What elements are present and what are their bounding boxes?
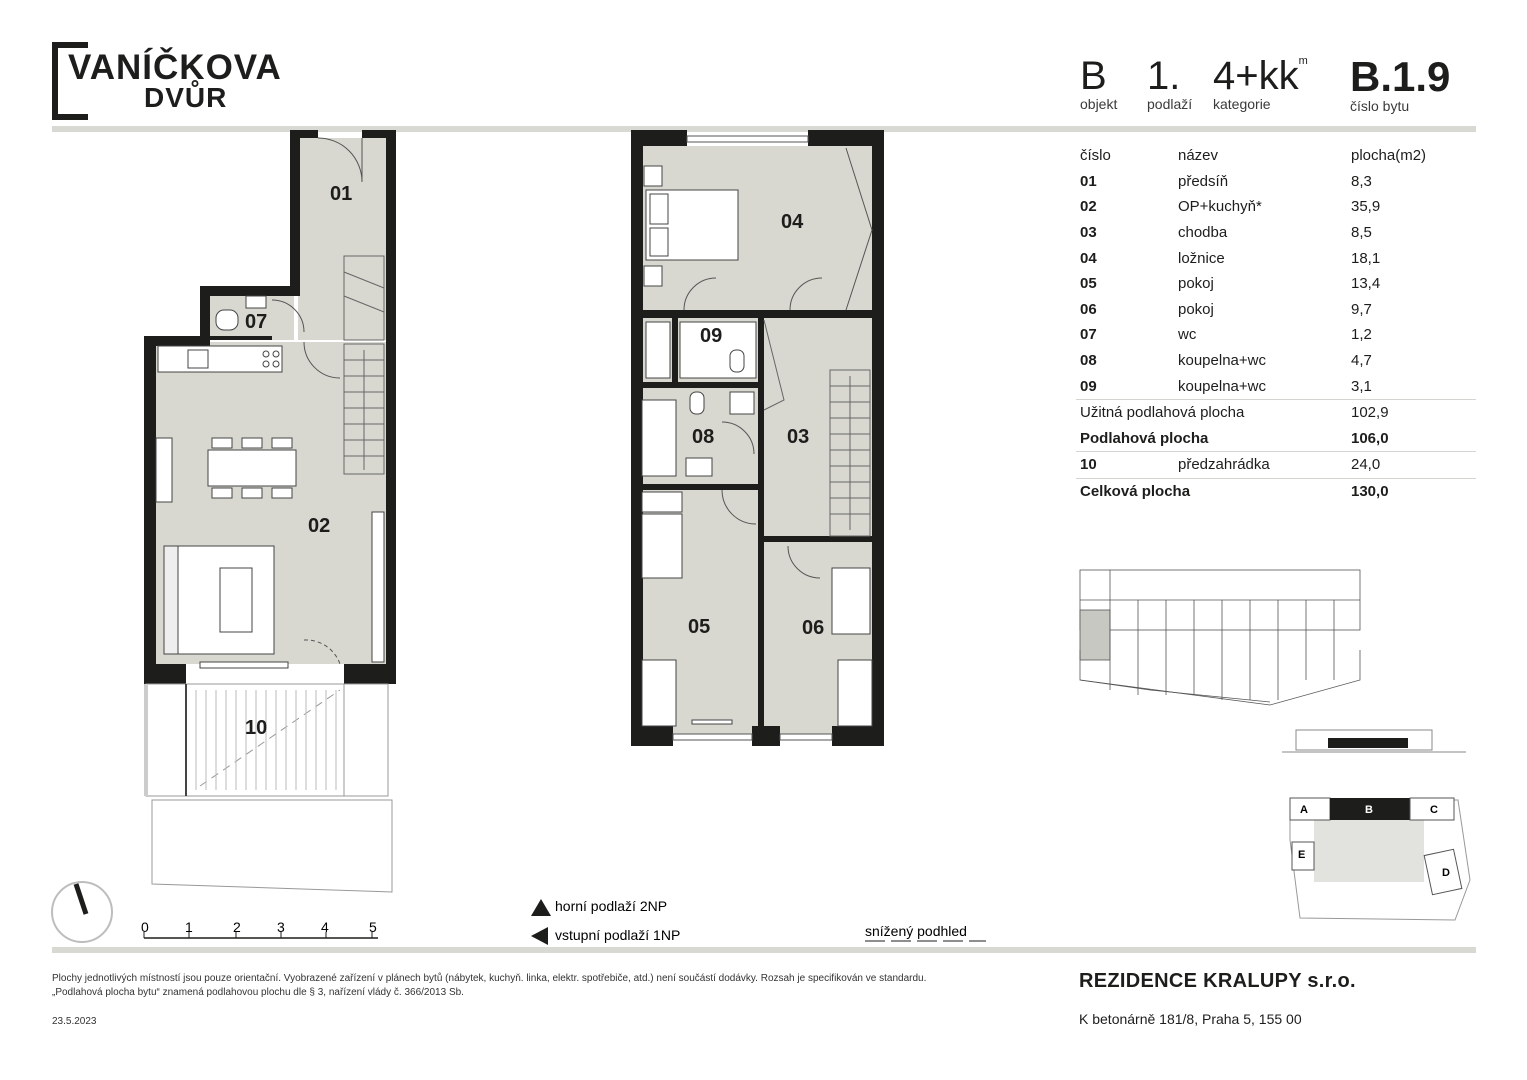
row-number: 07 — [1080, 326, 1097, 344]
unit-label: číslo bytu — [1350, 98, 1410, 114]
legend-ceiling: snížený podhled — [865, 923, 967, 939]
disclaimer-line1: Plochy jednotlivých místností jsou pouze orientační. Vyobrazené zařízení v plánech bytů (nábytek, kuchyň. linka, elektr. spotřebiče, atd.) není součástí dodávky. Rozsah je specifikován ve standardu. — [52, 973, 927, 984]
row-area: 3,1 — [1351, 377, 1372, 395]
scale-tick-label: 2 — [233, 919, 241, 935]
row-number: 04 — [1080, 249, 1097, 267]
category-label: kategorie — [1213, 96, 1271, 112]
usable-area-label: Užitná podlahová plocha — [1076, 399, 1347, 425]
ground-floor-plan — [144, 130, 396, 892]
building-key — [1290, 798, 1470, 920]
object-value: B — [1080, 54, 1107, 98]
room-label-04: 04 — [781, 211, 804, 233]
logo-text-line1: VANÍČKOVA — [68, 48, 282, 87]
row-area: 4,7 — [1351, 352, 1372, 370]
category-superscript: m — [1298, 55, 1308, 67]
usable-area-value: 102,9 — [1347, 399, 1476, 425]
building-c-label: C — [1430, 804, 1438, 816]
scale-tick-label: 4 — [321, 919, 329, 935]
col-name-header: název — [1178, 147, 1219, 165]
row-number: 09 — [1080, 377, 1097, 395]
company-name: REZIDENCE KRALUPY s.r.o. — [1079, 970, 1356, 992]
row-number: 08 — [1080, 352, 1097, 370]
row-name: koupelna+wc — [1178, 352, 1266, 370]
row-name: chodba — [1178, 224, 1228, 242]
building-section — [1282, 730, 1466, 752]
garden-name: předzahrádka — [1174, 452, 1347, 479]
room-label-10: 10 — [245, 717, 268, 739]
site-keyplan — [1080, 570, 1360, 705]
room-label-02: 02 — [308, 515, 331, 537]
legend-upper-floor: horní podlaží 2NP — [555, 898, 668, 914]
floor-value: 1. — [1147, 54, 1181, 98]
row-name: koupelna+wc — [1178, 377, 1266, 395]
room-label-03: 03 — [787, 426, 810, 448]
row-number: 06 — [1080, 300, 1097, 318]
room-label-07: 07 — [245, 311, 268, 333]
row-area: 9,7 — [1351, 300, 1372, 318]
upper-floor-plan — [631, 130, 884, 746]
company-address: K betonárně 181/8, Praha 5, 155 00 — [1079, 1011, 1302, 1027]
building-e-label: E — [1298, 849, 1306, 861]
triangle-up-icon — [531, 899, 551, 916]
unit-number: B.1.9 — [1350, 53, 1451, 100]
row-name: wc — [1178, 326, 1197, 344]
row-area: 18,1 — [1351, 249, 1381, 267]
col-number-header: číslo — [1080, 147, 1111, 165]
floor-label: podlaží — [1147, 96, 1193, 112]
row-number: 02 — [1080, 198, 1097, 216]
triangle-left-icon — [531, 927, 548, 945]
floor-area-value: 106,0 — [1351, 429, 1389, 447]
row-number: 03 — [1080, 224, 1097, 242]
legend — [531, 898, 986, 945]
col-area-header: plocha(m2) — [1351, 147, 1427, 165]
row-name: ložnice — [1178, 249, 1225, 267]
row-area: 35,9 — [1351, 198, 1381, 216]
scale-tick-label: 0 — [141, 919, 149, 935]
north-arrow-icon — [52, 882, 112, 942]
disclaimer — [52, 972, 952, 1000]
total-area-value: 130,0 — [1347, 478, 1476, 504]
scale-tick-label: 1 — [185, 919, 193, 935]
row-name: pokoj — [1178, 275, 1214, 293]
room-label-06: 06 — [802, 617, 825, 639]
building-d-label: D — [1442, 867, 1450, 879]
row-area: 8,3 — [1351, 172, 1372, 190]
room-label-09: 09 — [700, 325, 723, 347]
room-label-01: 01 — [330, 183, 353, 205]
total-area-label: Celková plocha — [1076, 478, 1347, 504]
category-value: 4+kk — [1213, 54, 1299, 98]
scale-tick-label: 3 — [277, 919, 285, 935]
row-name: předsíň — [1178, 172, 1229, 190]
scale-bar — [141, 919, 378, 938]
floor-area-label: Podlahová plocha — [1080, 429, 1209, 447]
legend-entry-floor: vstupní podlaží 1NP — [555, 927, 681, 943]
garden-number: 10 — [1076, 452, 1174, 479]
row-area: 13,4 — [1351, 275, 1381, 293]
row-name: OP+kuchyň* — [1178, 198, 1262, 216]
object-label: objekt — [1080, 96, 1118, 112]
row-area: 8,5 — [1351, 224, 1372, 242]
row-number: 05 — [1080, 275, 1097, 293]
building-b-label: B — [1365, 804, 1373, 816]
scale-tick-label: 5 — [369, 919, 377, 935]
row-area: 1,2 — [1351, 326, 1372, 344]
garden-area: 24,0 — [1347, 452, 1476, 479]
disclaimer-line2: „Podlahová plocha bytu“ znamená podlahovou plochu dle § 3, nařízení vlády č. 366/2013 Sb. — [52, 987, 464, 998]
building-a-label: A — [1300, 804, 1308, 816]
row-number: 01 — [1080, 172, 1097, 190]
document-date: 23.5.2023 — [52, 1016, 97, 1027]
room-label-08: 08 — [692, 426, 715, 448]
row-name: pokoj — [1178, 300, 1214, 318]
logo-text-line2: DVŮR — [144, 82, 228, 113]
room-label-05: 05 — [688, 616, 711, 638]
